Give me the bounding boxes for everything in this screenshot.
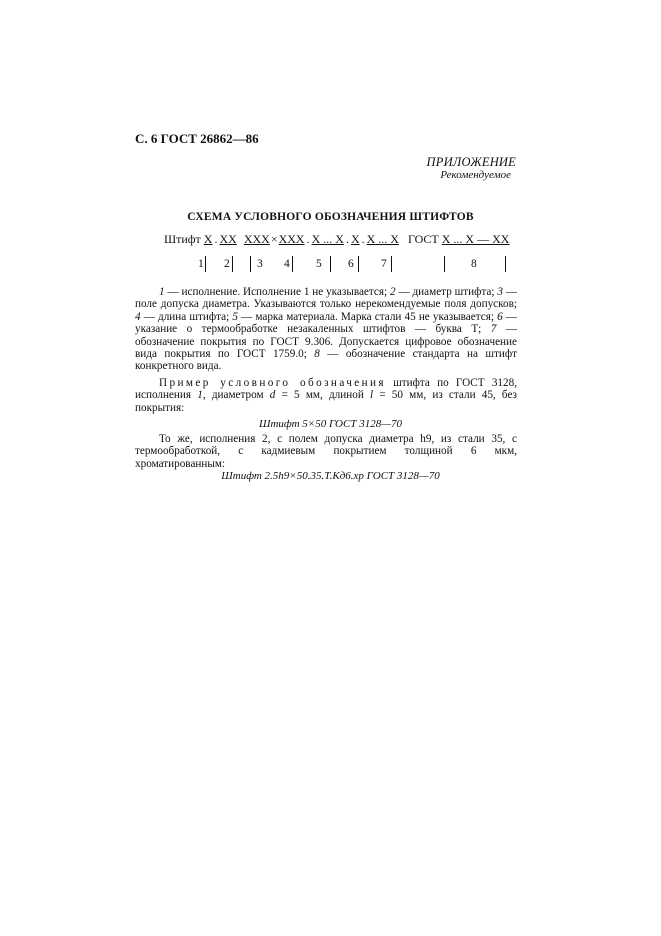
scheme-number-3: 3 (257, 258, 263, 270)
scheme-part-7: Х ... Х (366, 232, 399, 246)
scheme-sep: . (361, 232, 365, 246)
scheme-number-2: 2 (224, 258, 230, 270)
scheme-times: × (270, 232, 278, 246)
scheme-number-7: 7 (381, 258, 387, 270)
example-designation-2: Штифт 2.5h9×50.35.Т.Кд6.хр ГОСТ 3128—70 (221, 470, 440, 482)
scheme-number-4: 4 (284, 258, 290, 270)
legend-num: 6 (497, 310, 503, 323)
leader-line (444, 256, 445, 272)
leader-line (205, 256, 206, 272)
legend-num: 3 (497, 286, 503, 298)
scheme-number-6: 6 (348, 258, 354, 270)
leader-line (391, 256, 392, 272)
leader-line (505, 256, 506, 272)
example-text: , диаметром (202, 389, 270, 402)
scheme-part-3: ХХХ (243, 232, 270, 246)
appendix-label: ПРИЛОЖЕНИЕ (426, 155, 516, 169)
example-designation-1: Штифт 5×50 ГОСТ 3128—70 (259, 418, 402, 430)
legend-num: 5 (232, 310, 238, 323)
scheme-gost: ГОСТ (407, 232, 439, 246)
leader-line (232, 256, 233, 272)
example-text: d (269, 389, 276, 402)
legend-text: — исполнение. Исполнение 1 не указывается; (164, 286, 390, 298)
example-paragraph-1 (135, 377, 517, 414)
scheme-sep: . (214, 232, 218, 246)
example-text: l (370, 389, 374, 402)
scheme-number-5: 5 (316, 258, 322, 270)
scheme-part-5: Х ... Х (311, 232, 344, 246)
leader-line (250, 256, 251, 272)
legend-text: — марка материала. Марка стали 45 не указывается; (237, 310, 498, 323)
page-header: С. 6 ГОСТ 26862—86 (135, 131, 259, 146)
example-text: = 50 мм, из стали 45, без покрытия: (135, 389, 517, 414)
example-paragraph-2: То же, исполнения 2, с полем допуска диаметра h9, из стали 35, с термообработкой, с кадмиевым покрытием толщиной 6 мкм, хроматированным: (135, 433, 517, 470)
scheme-part-8: Х ... Х — ХХ (441, 232, 510, 246)
scheme-number-8: 8 (471, 258, 477, 270)
legend-num: 1 (159, 286, 165, 298)
legend-text: — обозначение покрытия по ГОСТ 9.306. Допускается цифровое обозначение вида покрытия по ГОСТ 1759.0; (135, 323, 517, 361)
legend-text: — длина штифта; (140, 310, 233, 323)
legend-text: — указание о термообработке незакаленных штифтов — буква Т; (135, 310, 517, 336)
leader-line (358, 256, 359, 272)
example-text: = 5 мм, длиной (275, 389, 371, 402)
legend-paragraph (135, 286, 517, 373)
scheme-part-6: Х (350, 232, 360, 246)
legend-text: — обозначение стандарта на штифт конкретного вида. (135, 348, 517, 373)
leader-line (292, 256, 293, 272)
scheme-part-1: Х (203, 232, 213, 246)
scheme-part-4: ХХХ (278, 232, 305, 246)
legend-num: 2 (390, 286, 396, 298)
appendix-status: Рекомендуемое (440, 169, 511, 181)
legend-text: — поле допуска диаметра. Указываются только нерекомендуемые поля допусков; (135, 286, 517, 311)
scheme-part-2: ХХ (219, 232, 237, 246)
scheme-sep: . (306, 232, 310, 246)
example-text: штифта по ГОСТ 3128, исполнения (135, 377, 517, 402)
example-lead: Пример условного обозначения (159, 377, 386, 389)
scheme-number-1: 1 (198, 258, 204, 270)
designation-scheme (164, 232, 509, 247)
legend-num: 8 (314, 348, 320, 361)
scheme-word: Штифт (164, 232, 201, 246)
scheme-numbers (0, 256, 661, 276)
example-text: 1 (197, 389, 203, 402)
scheme-sep: . (345, 232, 349, 246)
legend-num: 7 (490, 323, 497, 336)
section-title: СХЕМА УСЛОВНОГО ОБОЗНАЧЕНИЯ ШТИФТОВ (187, 211, 474, 223)
leader-line (330, 256, 331, 272)
legend-num: 4 (135, 310, 141, 323)
legend-text: — диаметр штифта; (395, 286, 498, 298)
